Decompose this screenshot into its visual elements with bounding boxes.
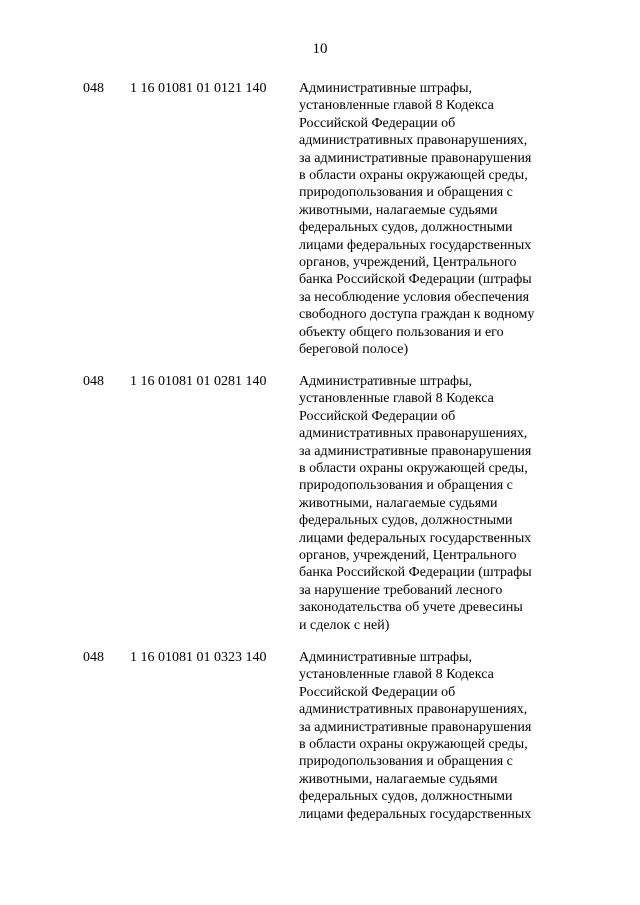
description-line: природопользования и обращения с bbox=[299, 754, 513, 770]
description-line: за несоблюдение условия обеспечения bbox=[299, 289, 530, 305]
description-line: федеральных судов, должностными bbox=[299, 789, 513, 805]
kbk-code: 1 16 01081 01 0121 140 bbox=[130, 81, 267, 96]
description-line: животными, налагаемые судьями bbox=[299, 771, 498, 787]
description-line: установленные главой 8 Кодекса bbox=[299, 98, 494, 114]
description-line: административных правонарушениях, bbox=[299, 133, 528, 149]
description-line: в области охраны окружающей среды, bbox=[299, 737, 528, 753]
description-line: Российской Федерации об bbox=[299, 684, 456, 700]
description-line: за нарушение требований лесного bbox=[299, 582, 503, 598]
description-line: лицами федеральных государственных bbox=[299, 237, 532, 253]
admin-code: 048 bbox=[83, 81, 104, 96]
description-line: административных правонарушениях, bbox=[299, 702, 528, 718]
description-line: установленные главой 8 Кодекса bbox=[299, 391, 494, 407]
kbk-code: 1 16 01081 01 0323 140 bbox=[130, 650, 267, 665]
admin-code: 048 bbox=[83, 374, 104, 389]
description-line: природопользования и обращения с bbox=[299, 185, 513, 201]
description-line: в области охраны окружающей среды, bbox=[299, 168, 528, 184]
description-line: Административные штрафы, bbox=[299, 81, 473, 96]
description-line: федеральных судов, должностными bbox=[299, 220, 513, 236]
description-line: органов, учреждений, Центрального bbox=[299, 548, 517, 564]
description-line: Российской Федерации об bbox=[299, 115, 456, 131]
description-line: органов, учреждений, Центрального bbox=[299, 255, 517, 271]
description bbox=[299, 373, 569, 634]
description-line: установленные главой 8 Кодекса bbox=[299, 667, 494, 683]
description-line: федеральных судов, должностными bbox=[299, 513, 513, 529]
description-line: животными, налагаемые судьями bbox=[299, 202, 498, 218]
description-line: свободного доступа граждан к водному bbox=[299, 307, 535, 323]
description-line: лицами федеральных государственных bbox=[299, 806, 532, 822]
description-line: объекту общего пользования и его bbox=[299, 324, 504, 340]
description-line: Административные штрафы, bbox=[299, 650, 473, 665]
description-line: лицами федеральных государственных bbox=[299, 530, 532, 546]
description-line: за административные правонарушения bbox=[299, 719, 532, 735]
description-line: и сделок с ней) bbox=[299, 617, 390, 633]
description-line: банка Российской Федерации (штрафы bbox=[299, 272, 532, 288]
description-line: природопользования и обращения с bbox=[299, 478, 513, 494]
admin-code: 048 bbox=[83, 650, 104, 665]
kbk-code: 1 16 01081 01 0281 140 bbox=[130, 374, 267, 389]
description-line: законодательства об учете древесины bbox=[299, 600, 523, 616]
description-line: административных правонарушениях, bbox=[299, 426, 528, 442]
description-line: береговой полосе) bbox=[299, 342, 409, 358]
description-line: за административные правонарушения bbox=[299, 150, 532, 166]
page-number: 10 bbox=[312, 41, 328, 57]
description-line: банка Российской Федерации (штрафы bbox=[299, 565, 532, 581]
description bbox=[299, 80, 569, 359]
description-line: в области охраны окружающей среды, bbox=[299, 461, 528, 477]
description-line: Административные штрафы, bbox=[299, 374, 473, 389]
description-line: за административные правонарушения bbox=[299, 443, 532, 459]
description bbox=[299, 649, 569, 823]
description-line: Российской Федерации об bbox=[299, 408, 456, 424]
description-line: животными, налагаемые судьями bbox=[299, 495, 498, 511]
